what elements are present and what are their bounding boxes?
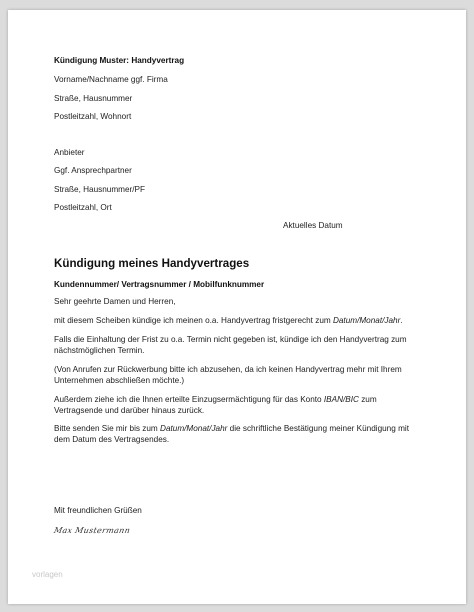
paragraph-2-line-1: Falls die Einhaltung der Frist zu o.a. Termin nicht gegeben ist, kündige ich den Handyvertrag zum [54, 335, 407, 344]
paragraph-1-placeholder: Datum/Monat/Jahr [332, 316, 401, 325]
signature: Max Mustermann [53, 526, 132, 535]
recipient-street: Straße, Hausnummer/PF [54, 185, 145, 194]
paragraph-4-line-1 [54, 395, 377, 405]
paragraph-1-text: mit diesem Scheiben kündige ich meinen o.a. Handyvertrag fristgerecht zum [54, 316, 333, 325]
paragraph-5-line-2: dem Datum des Vertragsendes. [54, 435, 170, 444]
closing: Mit freundlichen Grüßen [54, 506, 142, 515]
paragraph-5-end: die schriftliche Bestätigung meiner Kündigung mit [227, 424, 409, 433]
letter-date: Aktuelles Datum [283, 221, 343, 230]
paragraph-3-line-1: (Von Anrufen zur Rückwerbung bitte ich abzusehen, da ich keinen Handyvertrag mehr mit Ihrem [54, 365, 402, 374]
paragraph-1-end: . [400, 316, 403, 325]
paragraph-5-placeholder: Datum/Monat/Jahr [160, 424, 228, 433]
paragraph-4-end: zum [358, 395, 377, 404]
paragraph-3-line-2: Unternehmen abschließen möchte.) [54, 376, 185, 385]
paragraph-5-line-1 [54, 424, 409, 434]
paragraph-1 [54, 316, 403, 326]
recipient-contact: Ggf. Ansprechpartner [54, 166, 132, 175]
recipient-city: Postleitzahl, Ort [54, 203, 112, 212]
reference-line: Kundennummer/ Vertragsnummer / Mobilfunknummer [54, 280, 265, 289]
paragraph-4-line-2: Vertragsende und darüber hinaus zurück. [54, 406, 205, 415]
paragraph-2-line-2: nächstmöglichen Termin. [54, 346, 145, 355]
salutation: Sehr geehrte Damen und Herren, [54, 297, 176, 306]
sender-name: Vorname/Nachname ggf. Firma [54, 75, 168, 84]
sender-street: Straße, Hausnummer [54, 94, 133, 103]
paragraph-4-text: Außerdem ziehe ich die Ihnen erteilte Einzugsermächtigung für das Konto [54, 395, 324, 404]
letter-title: Kündigung Muster: Handyvertrag [54, 56, 185, 65]
watermark: vorlagen [32, 570, 63, 579]
sender-city: Postleitzahl, Wohnort [54, 112, 132, 121]
recipient-company: Anbieter [54, 148, 85, 157]
letter-page [8, 10, 466, 604]
paragraph-4-placeholder: IBAN/BIC [323, 395, 359, 404]
paragraph-5-text: Bitte senden Sie mir bis zum [54, 424, 161, 433]
letter-subject: Kündigung meines Handyvertrages [54, 257, 250, 270]
